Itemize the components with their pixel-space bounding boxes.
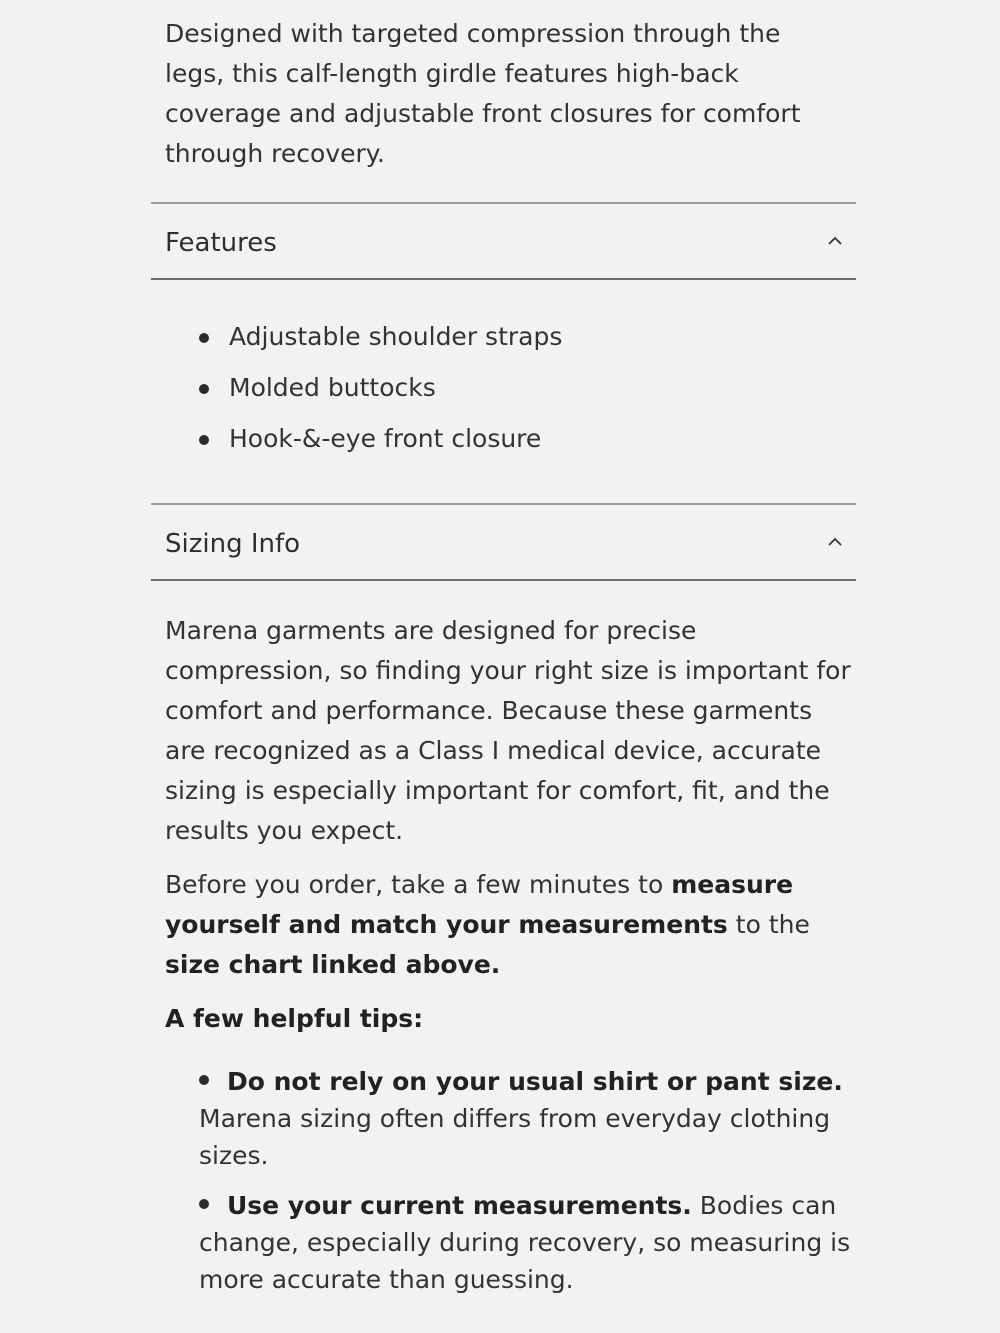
sizing-accordion-header[interactable] — [151, 503, 856, 581]
tip-item — [199, 1063, 855, 1174]
sizing-panel — [151, 581, 855, 1298]
tip-text: Marena sizing often differs from everyday clothing sizes. — [199, 1104, 831, 1170]
features-accordion-header[interactable] — [151, 202, 856, 280]
product-details — [151, 0, 856, 1311]
instruction-text: Before you order, take a few minutes to — [165, 870, 672, 899]
bullet-icon — [199, 1075, 209, 1085]
chevron-up-icon — [828, 234, 842, 248]
size-chart-reference: size chart linked above. — [165, 950, 501, 979]
tip-title: Do not rely on your usual shirt or pant size. — [227, 1067, 843, 1096]
sizing-paragraph: Marena garments are designed for precise compression, so finding your right size is important for comfort and performance. Because these garments are recognized as a Class I medical device, accurate sizing is especially important for comfort, fit, and the results you expect. — [165, 616, 851, 845]
features-panel — [151, 280, 856, 503]
instruction-text: to the — [727, 910, 810, 939]
features-list — [151, 320, 856, 456]
product-description: Designed with targeted compression through the legs, this calf-length girdle features high-back coverage and adjustable front closures for comfort through recovery. — [165, 19, 801, 168]
list-item: Adjustable shoulder straps — [199, 320, 856, 354]
sizing-instruction — [165, 865, 855, 985]
instruction-emphasis: measure yourself and match your measurements — [165, 870, 794, 939]
tip-item — [199, 1187, 855, 1298]
list-item: Molded buttocks — [199, 371, 856, 405]
list-item: Hook-&-eye front closure — [199, 422, 856, 456]
tips-list — [165, 1063, 855, 1298]
tip-text: Bodies can change, especially during recovery, so measuring is more accurate than guessing. — [199, 1191, 851, 1294]
bullet-icon — [199, 1199, 209, 1209]
chevron-up-icon — [828, 535, 842, 549]
sizing-title: Sizing Info — [165, 529, 301, 559]
tips-heading: A few helpful tips: — [165, 1004, 424, 1033]
features-title: Features — [165, 228, 277, 258]
tip-title: Use your current measurements. — [227, 1191, 692, 1220]
